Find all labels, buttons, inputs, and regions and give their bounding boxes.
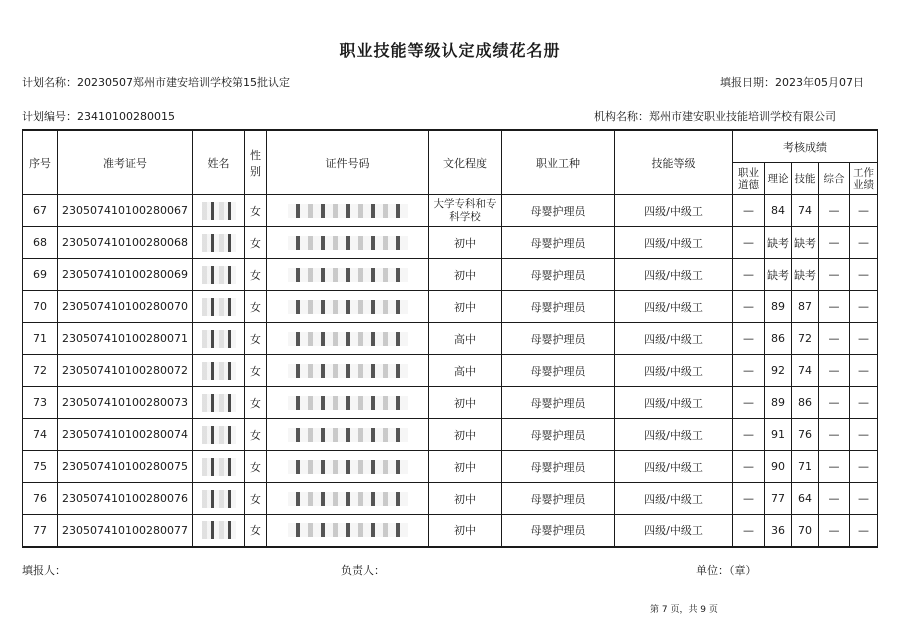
cell-gender: 女 [245, 419, 267, 451]
cell-ethics: — [733, 291, 765, 323]
cell-skill-level: 四级/中级工 [615, 355, 733, 387]
redaction-mark [288, 236, 408, 250]
cell-skill: 86 [792, 387, 819, 419]
cell-ethics: — [733, 195, 765, 227]
cell-ticket-number: 230507410100280076 [58, 483, 193, 515]
table-row [23, 323, 878, 355]
header-overall: 综合 [819, 163, 850, 195]
header-ethics: 职业道德 [733, 163, 765, 195]
header-performance: 工作业绩 [850, 163, 878, 195]
cell-id-redacted [267, 451, 429, 483]
cell-skill-level: 四级/中级工 [615, 291, 733, 323]
cell-performance: — [850, 451, 878, 483]
cell-occupation: 母婴护理员 [502, 195, 615, 227]
cell-overall: — [819, 515, 850, 547]
table-row [23, 259, 878, 291]
redaction-mark [288, 492, 408, 506]
cell-overall: — [819, 419, 850, 451]
cell-occupation: 母婴护理员 [502, 355, 615, 387]
cell-theory: 36 [765, 515, 792, 547]
header-seq: 序号 [23, 130, 58, 195]
cell-education: 高中 [429, 323, 502, 355]
redaction-mark [288, 204, 408, 218]
cell-seq: 71 [23, 323, 58, 355]
redaction-mark [288, 364, 408, 378]
redaction-mark [202, 458, 236, 476]
cell-performance: — [850, 419, 878, 451]
cell-education: 初中 [429, 451, 502, 483]
cell-name-redacted [193, 387, 245, 419]
header-theory: 理论 [765, 163, 792, 195]
cell-theory: 89 [765, 387, 792, 419]
cell-ethics: — [733, 323, 765, 355]
table-row [23, 419, 878, 451]
cell-occupation: 母婴护理员 [502, 259, 615, 291]
cell-theory: 89 [765, 291, 792, 323]
cell-theory: 缺考 [765, 259, 792, 291]
cell-occupation: 母婴护理员 [502, 451, 615, 483]
cell-ticket-number: 230507410100280069 [58, 259, 193, 291]
header-name: 姓名 [193, 130, 245, 195]
table-row [23, 387, 878, 419]
cell-skill-level: 四级/中级工 [615, 259, 733, 291]
table-row [23, 483, 878, 515]
redaction-mark [202, 234, 236, 252]
table-row [23, 515, 878, 547]
cell-skill: 64 [792, 483, 819, 515]
cell-occupation: 母婴护理员 [502, 323, 615, 355]
cell-performance: — [850, 259, 878, 291]
cell-performance: — [850, 195, 878, 227]
cell-id-redacted [267, 291, 429, 323]
cell-skill: 70 [792, 515, 819, 547]
table-row [23, 451, 878, 483]
cell-overall: — [819, 355, 850, 387]
cell-name-redacted [193, 259, 245, 291]
cell-seq: 75 [23, 451, 58, 483]
cell-seq: 69 [23, 259, 58, 291]
cell-education: 初中 [429, 387, 502, 419]
table-row [23, 355, 878, 387]
cell-id-redacted [267, 419, 429, 451]
cell-occupation: 母婴护理员 [502, 483, 615, 515]
cell-skill-level: 四级/中级工 [615, 419, 733, 451]
cell-performance: — [850, 483, 878, 515]
cell-ethics: — [733, 515, 765, 547]
footer-reporter: 填报人： [22, 564, 66, 577]
cell-ticket-number: 230507410100280077 [58, 515, 193, 547]
cell-skill: 缺考 [792, 259, 819, 291]
cell-id-redacted [267, 227, 429, 259]
cell-id-redacted [267, 387, 429, 419]
cell-overall: — [819, 387, 850, 419]
plan-name: 计划名称：20230507郑州市建安培训学校第15批认定 [22, 76, 290, 89]
cell-education: 初中 [429, 483, 502, 515]
cell-skill-level: 四级/中级工 [615, 323, 733, 355]
cell-ticket-number: 230507410100280074 [58, 419, 193, 451]
redaction-mark [202, 362, 236, 380]
header-gender: 性别 [245, 130, 267, 195]
cell-name-redacted [193, 291, 245, 323]
cell-skill: 71 [792, 451, 819, 483]
redaction-mark [288, 396, 408, 410]
cell-theory: 84 [765, 195, 792, 227]
cell-theory: 90 [765, 451, 792, 483]
cell-gender: 女 [245, 387, 267, 419]
cell-gender: 女 [245, 515, 267, 547]
cell-occupation: 母婴护理员 [502, 515, 615, 547]
table-row [23, 291, 878, 323]
cell-id-redacted [267, 259, 429, 291]
header-scores-group: 考核成绩 [733, 130, 878, 163]
footer-unit-seal: 单位：（章） [696, 564, 757, 577]
cell-gender: 女 [245, 355, 267, 387]
footer-person-in-charge: 负责人： [341, 564, 385, 577]
cell-education: 初中 [429, 259, 502, 291]
cell-performance: — [850, 387, 878, 419]
cell-occupation: 母婴护理员 [502, 227, 615, 259]
redaction-mark [288, 300, 408, 314]
redaction-mark [202, 330, 236, 348]
cell-ticket-number: 230507410100280073 [58, 387, 193, 419]
cell-gender: 女 [245, 227, 267, 259]
cell-seq: 72 [23, 355, 58, 387]
cell-skill-level: 四级/中级工 [615, 227, 733, 259]
header-skill-level: 技能等级 [615, 130, 733, 195]
cell-theory: 91 [765, 419, 792, 451]
cell-education: 初中 [429, 227, 502, 259]
cell-ticket-number: 230507410100280071 [58, 323, 193, 355]
score-roster-table [22, 129, 878, 548]
report-date: 填报日期：2023年05月07日 [720, 76, 864, 89]
cell-skill: 72 [792, 323, 819, 355]
cell-seq: 68 [23, 227, 58, 259]
cell-skill: 74 [792, 355, 819, 387]
cell-overall: — [819, 291, 850, 323]
cell-seq: 73 [23, 387, 58, 419]
cell-occupation: 母婴护理员 [502, 419, 615, 451]
cell-seq: 76 [23, 483, 58, 515]
cell-theory: 77 [765, 483, 792, 515]
cell-overall: — [819, 259, 850, 291]
table-row [23, 227, 878, 259]
cell-ethics: — [733, 483, 765, 515]
cell-skill-level: 四级/中级工 [615, 515, 733, 547]
redaction-mark [288, 332, 408, 346]
cell-overall: — [819, 451, 850, 483]
cell-ticket-number: 230507410100280068 [58, 227, 193, 259]
cell-id-redacted [267, 483, 429, 515]
cell-name-redacted [193, 483, 245, 515]
cell-id-redacted [267, 515, 429, 547]
cell-theory: 92 [765, 355, 792, 387]
cell-skill-level: 四级/中级工 [615, 451, 733, 483]
cell-occupation: 母婴护理员 [502, 387, 615, 419]
cell-theory: 缺考 [765, 227, 792, 259]
cell-ethics: — [733, 227, 765, 259]
cell-gender: 女 [245, 451, 267, 483]
cell-gender: 女 [245, 195, 267, 227]
redaction-mark [202, 490, 236, 508]
cell-name-redacted [193, 227, 245, 259]
cell-name-redacted [193, 195, 245, 227]
redaction-mark [288, 268, 408, 282]
cell-ethics: — [733, 419, 765, 451]
cell-gender: 女 [245, 323, 267, 355]
redaction-mark [202, 266, 236, 284]
cell-seq: 77 [23, 515, 58, 547]
cell-performance: — [850, 515, 878, 547]
cell-gender: 女 [245, 291, 267, 323]
cell-gender: 女 [245, 259, 267, 291]
cell-performance: — [850, 227, 878, 259]
cell-performance: — [850, 355, 878, 387]
cell-overall: — [819, 195, 850, 227]
redaction-mark [202, 521, 236, 539]
cell-id-redacted [267, 323, 429, 355]
cell-name-redacted [193, 323, 245, 355]
cell-performance: — [850, 323, 878, 355]
cell-name-redacted [193, 419, 245, 451]
table-row [23, 195, 878, 227]
cell-ticket-number: 230507410100280070 [58, 291, 193, 323]
redaction-mark [202, 426, 236, 444]
cell-overall: — [819, 483, 850, 515]
redaction-mark [288, 460, 408, 474]
cell-theory: 86 [765, 323, 792, 355]
cell-ticket-number: 230507410100280067 [58, 195, 193, 227]
cell-gender: 女 [245, 483, 267, 515]
header-skill: 技能 [792, 163, 819, 195]
cell-ticket-number: 230507410100280075 [58, 451, 193, 483]
cell-id-redacted [267, 195, 429, 227]
cell-name-redacted [193, 515, 245, 547]
cell-education: 大学专科和专科学校 [429, 195, 502, 227]
cell-overall: — [819, 323, 850, 355]
cell-skill: 76 [792, 419, 819, 451]
cell-education: 初中 [429, 419, 502, 451]
cell-overall: — [819, 227, 850, 259]
cell-education: 高中 [429, 355, 502, 387]
cell-skill: 缺考 [792, 227, 819, 259]
cell-education: 初中 [429, 291, 502, 323]
cell-seq: 67 [23, 195, 58, 227]
cell-ticket-number: 230507410100280072 [58, 355, 193, 387]
redaction-mark [202, 298, 236, 316]
cell-ethics: — [733, 355, 765, 387]
header-occupation: 职业工种 [502, 130, 615, 195]
cell-performance: — [850, 291, 878, 323]
cell-ethics: — [733, 451, 765, 483]
redaction-mark [202, 202, 236, 220]
header-education: 文化程度 [429, 130, 502, 195]
header-id-number: 证件号码 [267, 130, 429, 195]
cell-skill-level: 四级/中级工 [615, 195, 733, 227]
cell-skill-level: 四级/中级工 [615, 483, 733, 515]
cell-id-redacted [267, 355, 429, 387]
cell-name-redacted [193, 355, 245, 387]
cell-skill: 74 [792, 195, 819, 227]
cell-ethics: — [733, 387, 765, 419]
cell-occupation: 母婴护理员 [502, 291, 615, 323]
redaction-mark [202, 394, 236, 412]
cell-skill: 87 [792, 291, 819, 323]
cell-ethics: — [733, 259, 765, 291]
document-title: 职业技能等级认定成绩花名册 [339, 41, 561, 60]
org-name: 机构名称：郑州市建安职业技能培训学校有限公司 [594, 110, 836, 123]
cell-seq: 70 [23, 291, 58, 323]
redaction-mark [288, 428, 408, 442]
cell-name-redacted [193, 451, 245, 483]
plan-number: 计划编号：23410100280015 [22, 110, 175, 123]
cell-skill-level: 四级/中级工 [615, 387, 733, 419]
cell-education: 初中 [429, 515, 502, 547]
redaction-mark [288, 523, 408, 537]
header-ticket-number: 准考证号 [58, 130, 193, 195]
cell-seq: 74 [23, 419, 58, 451]
page-info: 第 7 页，共 9 页 [650, 605, 718, 615]
